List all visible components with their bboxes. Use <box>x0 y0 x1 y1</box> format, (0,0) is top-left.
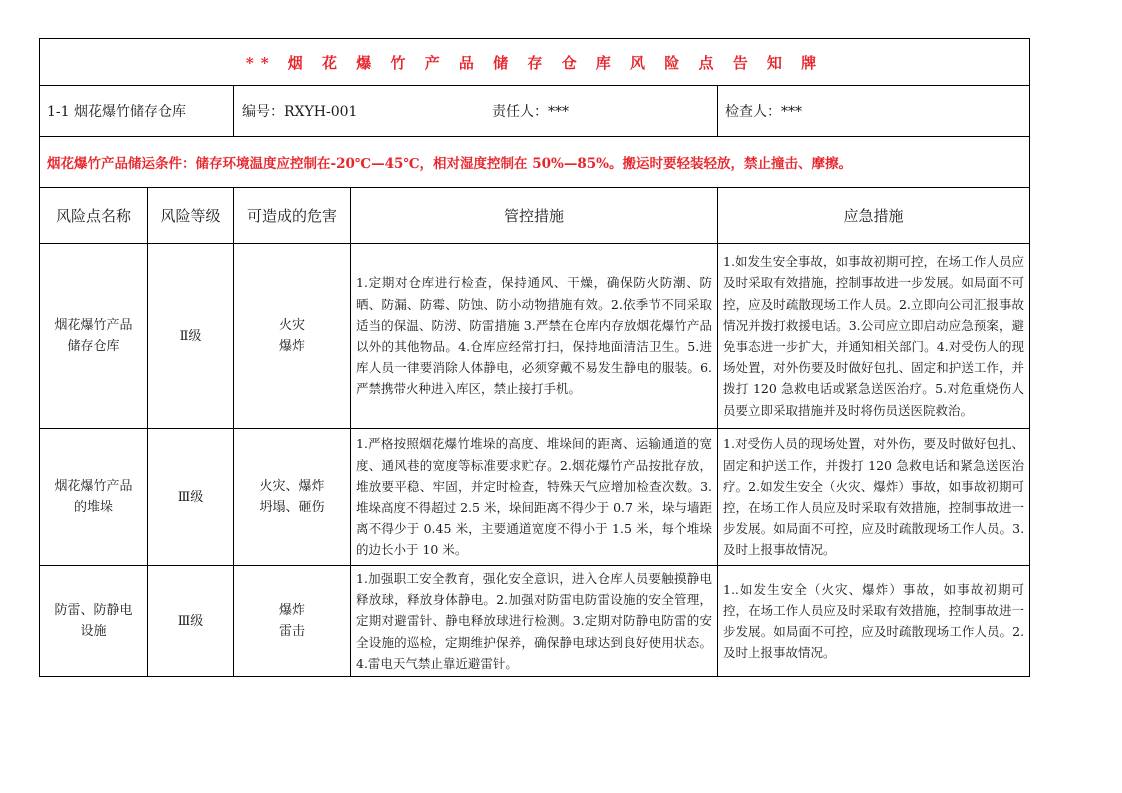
risk-level: Ⅲ级 <box>148 566 234 677</box>
risk-level: Ⅲ级 <box>148 429 234 566</box>
code-value: 编号：RXYH-001 <box>242 104 358 120</box>
hazard: 火灾 爆炸 <box>234 244 351 429</box>
risk-point-name: 烟花爆竹产品 储存仓库 <box>40 244 148 429</box>
hazard: 爆炸 雷击 <box>234 566 351 677</box>
location-label: 1-1 烟花爆竹储存仓库 <box>40 86 234 137</box>
emergency-measures: 1.如发生安全事故，如事故初期可控，在场工作人员应及时采取有效措施，控制事故进一步发展。如局面不可控，应及时疏散现场工作人员。2.立即向公司汇报事故情况并拨打救援电话。3.公司应立即启动应急预案，避免事态进一步扩大，并通知相关部门。4.对受伤人的现场处置，对外伤要及时做好包扎、固定和护送工作，并拨打 120 急救电话或紧急送医治疗。5.对危重烧伤人员要立即采取措施并及时将伤员送医院救治。 <box>718 244 1030 429</box>
control-measures: 1.定期对仓库进行检查，保持通风、干燥，确保防火防潮、防晒、防漏、防霉、防蚀、防小动物措施有效。2.依季节不同采取适当的保温、防涝、防雷措施 3.严禁在仓库内存放烟花爆竹产品以外的其他物品。4.仓库应经常打扫，保持地面清洁卫生。5.进库人员一律要消除人体静电，必须穿戴不易发生静电的服装。6.严禁携带火种进入库区，禁止接打手机。 <box>351 244 718 429</box>
header-emergency: 应急措施 <box>718 188 1030 244</box>
risk-point-name: 烟花爆竹产品 的堆垛 <box>40 429 148 566</box>
hazard: 火灾、爆炸 坍塌、砸伤 <box>234 429 351 566</box>
storage-condition: 烟花爆竹产品储运条件：储存环境温度应控制在-20℃—45℃，相对湿度控制在 50%—85%。搬运时要轻装轻放，禁止撞击、摩擦。 <box>40 137 1030 188</box>
responsible-value: 责任人：*** <box>492 104 569 120</box>
risk-notice-table <box>39 38 1030 677</box>
control-measures: 1.加强职工安全教育，强化安全意识，进入仓库人员要触摸静电释放球，释放身体静电。2.加强对防雷电防雷设施的安全管理，定期对避雷针、静电释放球进行检测。3.定期对防静电防雷的安全设施的巡检，定期维护保养，确保静电球达到良好使用状态。4.雷电天气禁止靠近避雷针。 <box>351 566 718 677</box>
header-control: 管控措施 <box>351 188 718 244</box>
control-measures: 1.严格按照烟花爆竹堆垛的高度、堆垛间的距离、运输通道的宽度、通风巷的宽度等标准要求贮存。2.烟花爆竹产品按批存放，堆放要平稳、牢固，并定时检查，特殊天气应增加检查次数。3.堆垛高度不得超过 2.5 米，垛间距离不得少于 0.7 米，垛与墙距离不得少于 0.45 米，主要通道宽度不得小于 1.5 米，每个堆垛的边长小于 10 米。 <box>351 429 718 566</box>
emergency-measures: 1..如发生安全（火灾、爆炸）事故，如事故初期可控，在场工作人员应及时采取有效措施，控制事故进一步发展。如局面不可控，应及时疏散现场工作人员。2.及时上报事故情况。 <box>718 566 1030 677</box>
risk-point-name: 防雷、防静电 设施 <box>40 566 148 677</box>
inspector-label: 检查人：*** <box>718 86 1030 137</box>
table-row <box>40 566 1030 677</box>
emergency-measures: 1.对受伤人员的现场处置，对外伤，要及时做好包扎、固定和护送工作，并拨打 120 急救电话和紧急送医治疗。2.如发生安全（火灾、爆炸）事故，如事故初期可控，在场工作人员应及时采取有效措施，控制事故进一步发展。如局面不可控，应及时疏散现场工作人员。3.及时上报事故情况。 <box>718 429 1030 566</box>
table-row <box>40 244 1030 429</box>
notice-title: ** 烟 花 爆 竹 产 品 储 存 仓 库 风 险 点 告 知 牌 <box>40 39 1030 86</box>
header-level: 风险等级 <box>148 188 234 244</box>
header-hazard: 可造成的危害 <box>234 188 351 244</box>
code-label <box>234 86 718 137</box>
table-row <box>40 429 1030 566</box>
header-name: 风险点名称 <box>40 188 148 244</box>
risk-level: Ⅱ级 <box>148 244 234 429</box>
